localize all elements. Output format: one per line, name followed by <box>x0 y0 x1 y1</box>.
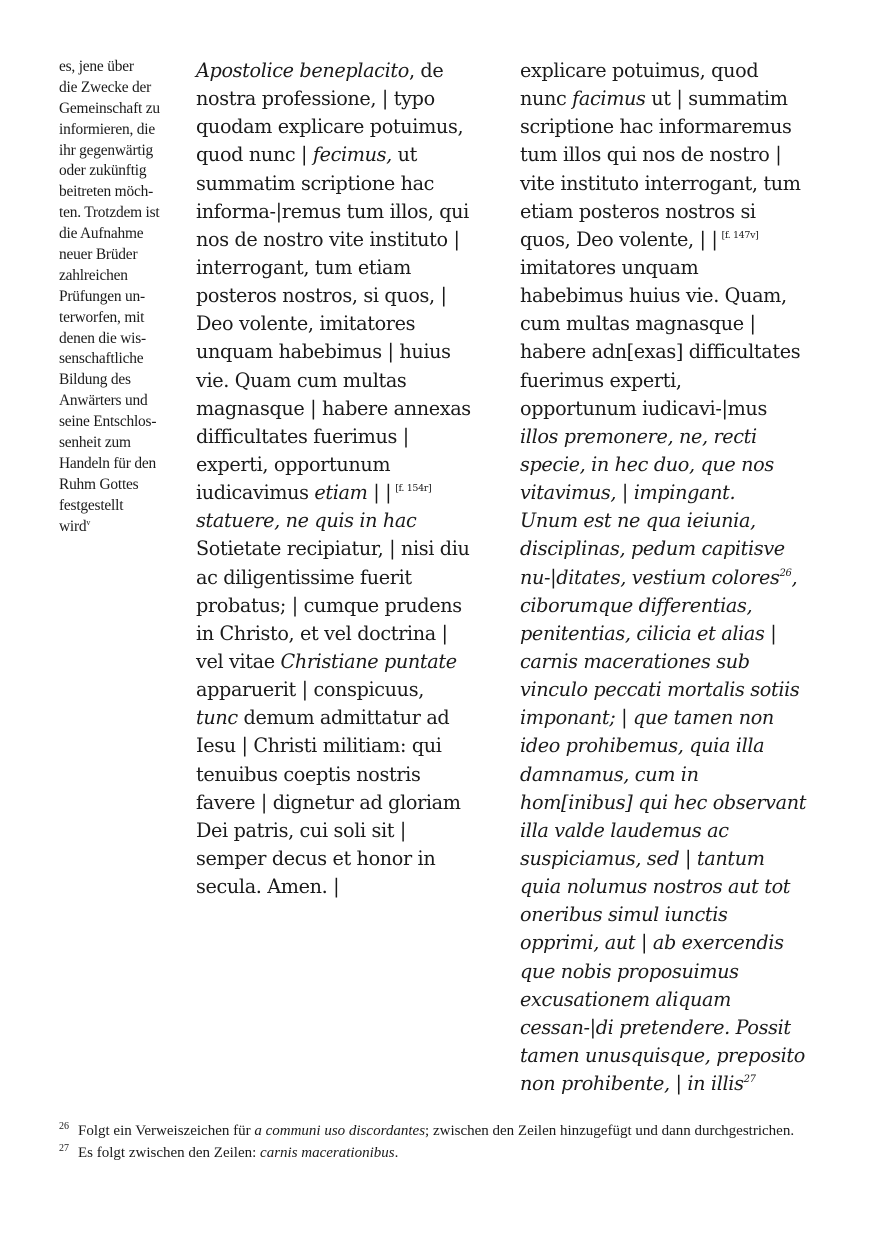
text-line: Apostolice beneplacito, de <box>196 59 444 82</box>
footnote-26 <box>59 1120 819 1142</box>
footnote-text: Es folgt zwischen den Zeilen: <box>78 1145 261 1161</box>
text-line: in Christo, et vel doctrina | <box>196 621 448 645</box>
text-line: tamen unusquisque, preposito <box>520 1043 805 1067</box>
text-line: illos premonere, ne, recti <box>520 424 757 448</box>
text-line: opportunum iudicavi-|mus <box>520 396 767 420</box>
footnote-text: ; zwischen den Zeilen hinzugefügt und dann durchgestrichen. <box>425 1123 795 1139</box>
text-line: favere | dignetur ad gloriam <box>196 790 461 814</box>
text-line: cessan-|di pretendere. Possit <box>520 1015 791 1039</box>
text-line: specie, in hec duo, que nos <box>520 452 774 476</box>
latin-text-column-b <box>520 57 820 1098</box>
text-line: imponant; | que tamen non <box>520 706 774 730</box>
text-line: explicare potuimus, quod <box>520 59 759 82</box>
text-line: Unum est ne qua ieiunia, <box>520 509 756 533</box>
footnote-27 <box>59 1142 819 1164</box>
summary-line: beitreten möch- <box>59 183 154 201</box>
text-line: vite instituto interrogant, tum <box>520 171 801 195</box>
text-line: ac diligentissime fuerit <box>196 565 412 589</box>
summary-line: seine Entschlos- <box>59 413 157 431</box>
footnote-number: 26 <box>59 1121 69 1132</box>
text-line: posteros nostros, si quos, | <box>196 284 447 308</box>
text-line: habebimus huius vie. Quam, <box>520 284 787 308</box>
text-line: secula. Amen. | <box>196 875 340 899</box>
summary-line: neuer Brüder <box>59 246 138 264</box>
text-line: nunc facimus ut | summatim <box>520 87 788 111</box>
latin-text-column-a <box>196 57 496 901</box>
text-line: probatus; | cumque prudens <box>196 593 462 617</box>
text-line: tenuibus coeptis nostris <box>196 762 421 786</box>
italic-passage <box>520 423 820 564</box>
text-line: oneribus simul iunctis <box>520 903 728 927</box>
footnote-ref[interactable]: 27 <box>743 1074 756 1086</box>
text-line: tunc demum admittatur ad <box>196 706 450 730</box>
folio-marker: [f. 147v] <box>721 229 759 241</box>
text-line: summatim scriptione hac <box>196 171 435 195</box>
text-line: tum illos qui nos de nostro | <box>520 143 782 167</box>
text-line: excusationem aliquam <box>520 987 731 1011</box>
text-line: Deo volente, imitatores <box>196 312 416 336</box>
text-line: opprimi, aut | ab exercendis <box>520 931 784 955</box>
footnote-italic: carnis macerationibus <box>260 1145 395 1161</box>
summary-line: oder zukünftig <box>59 162 147 180</box>
text-line: nos de nostro vite instituto | <box>196 227 460 251</box>
summary-line: Bildung des <box>59 371 131 389</box>
text-line: penitentias, cilicia et alias | <box>520 621 777 645</box>
folio-marker: [f. 154r] <box>395 483 432 495</box>
text-line: ciborumque differentias, <box>520 593 753 617</box>
summary-line: Gemeinschaft zu <box>59 99 160 117</box>
text-line: quod nunc | fecimus, ut <box>196 143 418 167</box>
text-line: scriptione hac informaremus <box>520 115 792 139</box>
footnote-number: 27 <box>59 1143 69 1154</box>
summary-line: Anwärters und <box>59 392 148 410</box>
summary-line: senheit zum <box>59 434 131 452</box>
german-summary-column <box>59 57 183 538</box>
summary-line: senschaftliche <box>59 350 144 368</box>
text-line: suspiciamus, sed | tantum <box>520 846 765 870</box>
text-line: quodam explicare potuimus, <box>196 115 464 139</box>
text-line: cum multas magnasque | <box>520 312 756 336</box>
summary-line: zahlreichen <box>59 266 128 284</box>
text-line: interrogant, tum etiam <box>196 255 411 279</box>
summary-line: ten. Trotzdem ist <box>59 204 160 222</box>
text-line: disciplinas, pedum capitisve <box>520 537 785 561</box>
summary-line: Handeln für den <box>59 454 157 472</box>
summary-line: die Zwecke der <box>59 78 152 96</box>
text-line: experti, opportunum <box>196 452 391 476</box>
text-line: vel vitae Christiane puntate <box>196 649 457 673</box>
summary-line: informieren, die <box>59 120 155 138</box>
footnote-italic: a communi uso discordantes <box>254 1123 426 1139</box>
text-line: nu-|ditates, vestium colores$^{26}$, <box>520 565 798 589</box>
text-line: ideo prohibemus, quia illa <box>520 734 765 758</box>
text-line: nostra professione, | typo <box>196 87 435 111</box>
text-line: non prohibente, | in illis$^{27}$ <box>520 1072 756 1096</box>
text-line: statuere, ne quis in hac <box>196 509 417 533</box>
summary-line: Prüfungen un- <box>59 287 145 305</box>
text-line: imitatores unquam <box>520 255 699 279</box>
text-line: informa-|remus tum illos, qui <box>196 199 469 223</box>
summary-line: terworfen, mit <box>59 308 145 326</box>
footnotes <box>59 1120 819 1164</box>
text-line: damnamus, cum in <box>520 762 699 786</box>
text-line: iudicavimus etiam | | [f. 154r] <box>196 481 432 505</box>
text-line: unquam habebimus | huius <box>196 340 451 364</box>
text-line: quia nolumus nostros aut tot <box>520 875 791 899</box>
text-line: vitavimus, | impingant. <box>520 481 736 505</box>
text-line: que nobis proposuimus <box>520 959 739 983</box>
note-mark: v <box>86 517 91 527</box>
footnote-text: . <box>394 1145 399 1161</box>
summary-line: wird <box>59 517 87 535</box>
text-line: Sotietate recipiatur, | nisi diu <box>196 537 470 561</box>
text-line: vie. Quam cum multas <box>196 368 407 392</box>
footnote-ref[interactable]: 26 <box>779 567 792 579</box>
text-line: illa valde laudemus ac <box>520 818 729 842</box>
summary-line: es, jene über <box>59 58 134 75</box>
text-line: habere adn[exas] difficultates <box>520 340 801 364</box>
text-line: quos, Deo volente, | | [f. 147v] <box>520 227 759 251</box>
italic-passage <box>520 592 820 1070</box>
text-line: vinculo peccati mortalis sotiis <box>520 678 800 702</box>
text-line: fuerimus experti, <box>520 368 682 392</box>
text-line: Dei patris, cui soli sit | <box>196 818 407 842</box>
text-line: etiam posteros nostros si <box>520 199 756 223</box>
text-line: semper decus et honor in <box>196 846 436 870</box>
text-line: hom[inibus] qui hec observant <box>520 790 807 814</box>
summary-line: denen die wis- <box>59 329 146 347</box>
summary-line: Ruhm Gottes <box>59 475 139 493</box>
summary-line: ihr gegenwärtig <box>59 141 154 159</box>
footnote-text: Folgt ein Verweiszeichen für <box>78 1123 255 1139</box>
summary-line: festgestellt <box>59 496 124 514</box>
text-line: magnasque | habere annexas <box>196 396 471 420</box>
text-line: carnis macerationes sub <box>520 649 750 673</box>
text-line: Iesu | Christi militiam: qui <box>196 734 442 758</box>
text-line: apparuerit | conspicuus, <box>196 678 424 702</box>
text-line: difficultates fuerimus | <box>196 424 409 448</box>
summary-line: die Aufnahme <box>59 225 144 243</box>
